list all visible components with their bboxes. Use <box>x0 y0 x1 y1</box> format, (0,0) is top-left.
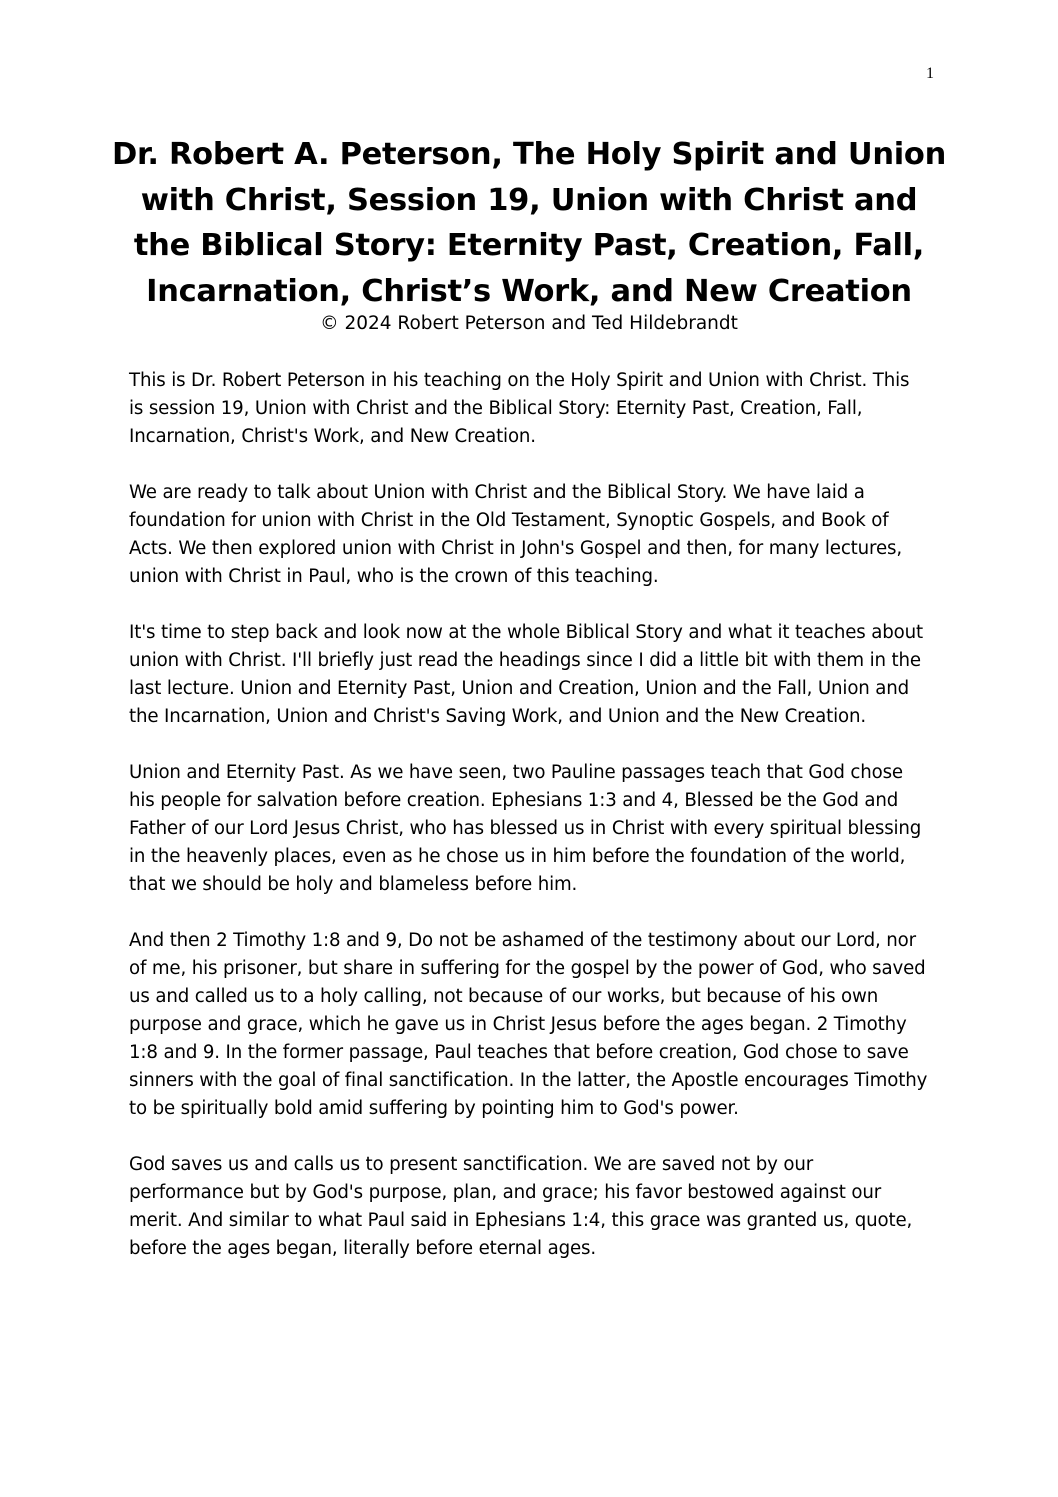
paragraph: Union and Eternity Past. As we have seen, two Pauline passages teach that God chose his people for salvation before creation. Ephesians 1:3 and 4, Blessed be the God and Father of our Lord Jesus Christ, who has blessed us in Christ with every spiritual blessing in the heavenly places, even as he chose us in him before the foundation of the world, that we should be holy and blameless before him. <box>129 762 922 895</box>
document-body <box>129 367 929 1291</box>
page-number: 1 <box>926 65 934 82</box>
paragraph: And then 2 Timothy 1:8 and 9, Do not be ashamed of the testimony about our Lord, nor of me, his prisoner, but share in suffering for the gospel by the power of God, who saved us and called us to a holy calling, not because of our works, but because of his own purpose and grace, which he gave us in Christ Jesus before the ages began. 2 Timothy 1:8 and 9. In the former passage, Paul teaches that before creation, God chose to save sinners with the goal of final sanctification. In the latter, the Apostle encourages Timothy to be spiritually bold amid suffering by pointing him to God's power. <box>129 930 928 1119</box>
paragraph: God saves us and calls us to present sanctification. We are saved not by our performance but by God's purpose, plan, and grace; his favor bestowed against our merit. And similar to what Paul said in Ephesians 1:4, this grace was granted us, quote, before the ages began, literally before eternal ages. <box>129 1154 913 1259</box>
paragraph: This is Dr. Robert Peterson in his teaching on the Holy Spirit and Union with Christ. This is session 19, Union with Christ and the Biblical Story: Eternity Past, Creation, Fall, Incarnation, Christ's Work, and New Creation. <box>129 370 910 447</box>
paragraph: It's time to step back and look now at the whole Biblical Story and what it teaches about union with Christ. I'll briefly just read the headings since I did a little bit with them in the last lecture. Union and Eternity Past, Union and Creation, Union and the Fall, Union and the Incarnation, Union and Christ's Saving Work, and Union and the New Creation. <box>129 622 923 727</box>
copyright-line: © 2024 Robert Peterson and Ted Hildebrandt <box>320 313 738 334</box>
document-title: Dr. Robert A. Peterson, The Holy Spirit and Union with Christ, Session 19, Union with Christ and the Biblical Story: Eternity Past, Creation, Fall, Incarnation, Christ’s Work, and New Creation <box>111 137 946 309</box>
paragraph: We are ready to talk about Union with Christ and the Biblical Story. We have laid a foundation for union with Christ in the Old Testament, Synoptic Gospels, and Book of Acts. We then explored union with Christ in John's Gospel and then, for many lectures, union with Christ in Paul, who is the crown of this teaching. <box>129 482 902 587</box>
